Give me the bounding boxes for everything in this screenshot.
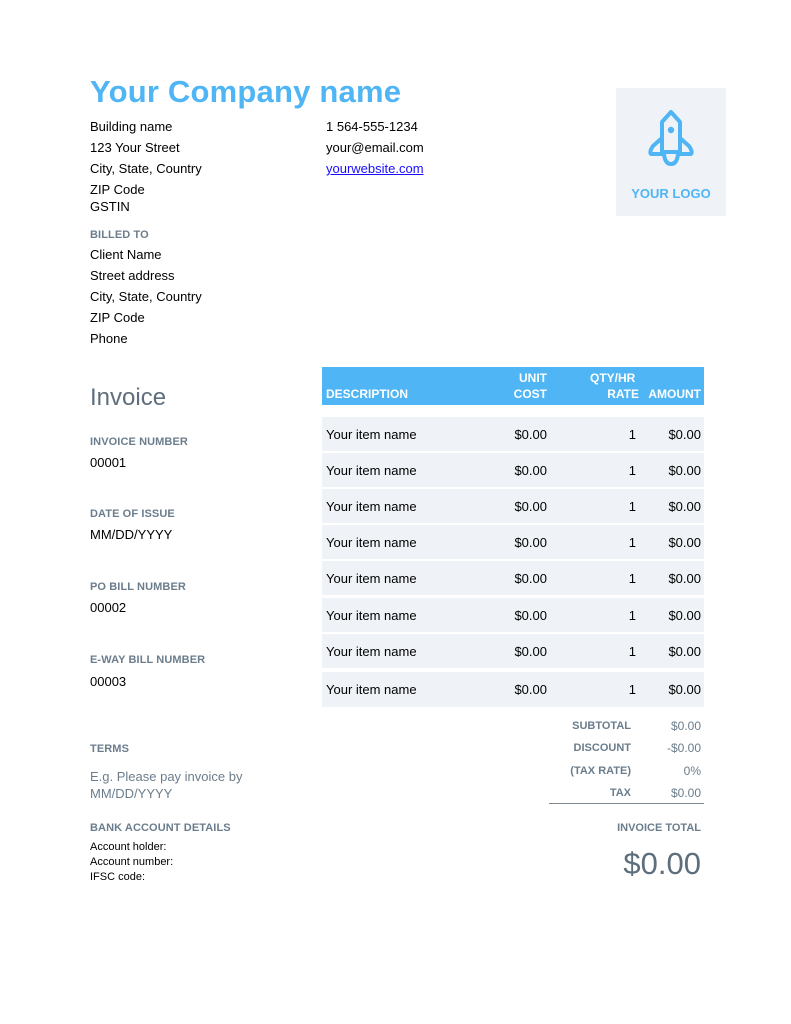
item-amount: $0.00	[668, 644, 701, 659]
invoice-number-value: 00001	[90, 455, 127, 470]
item-qty: 1	[628, 682, 636, 697]
item-description: Your item name	[326, 499, 417, 514]
company-phone: 1 564-555-1234	[326, 119, 418, 134]
billed-to-label: BILLED TO	[90, 229, 149, 241]
table-row	[322, 417, 704, 451]
logo-text: YOUR LOGO	[631, 186, 711, 201]
company-address-street: 123 Your Street	[90, 140, 180, 155]
items-table-header	[322, 367, 704, 405]
invoice-title: Invoice	[90, 384, 167, 411]
terms-text	[90, 768, 242, 802]
ifsc-code: IFSC code:	[90, 871, 146, 883]
client-city: City, State, Country	[90, 289, 202, 304]
company-email: your@email.com	[326, 140, 424, 155]
eway-bill-number-value: 00003	[90, 674, 127, 689]
item-amount: $0.00	[668, 427, 701, 442]
item-description: Your item name	[326, 682, 417, 697]
company-address-city: City, State, Country	[90, 161, 202, 176]
company-name: Your Company name	[90, 74, 402, 109]
header-unit-cost-line2: COST	[513, 387, 547, 401]
discount-value: -$0.00	[666, 741, 701, 755]
table-row	[322, 453, 704, 487]
account-holder: Account holder:	[90, 841, 167, 853]
client-street: Street address	[90, 268, 175, 283]
company-gstin: GSTIN	[90, 199, 130, 214]
item-qty: 1	[628, 644, 636, 659]
date-of-issue-label: DATE OF ISSUE	[90, 508, 175, 520]
header-unit-cost-line1: UNIT	[519, 371, 547, 385]
item-qty: 1	[628, 571, 636, 586]
item-description: Your item name	[326, 463, 417, 478]
item-unit-cost: $0.00	[514, 427, 547, 442]
item-qty: 1	[628, 535, 636, 550]
po-bill-number-label: PO BILL NUMBER	[90, 581, 186, 593]
item-unit-cost: $0.00	[514, 535, 547, 550]
table-row	[322, 672, 704, 707]
date-of-issue-value: MM/DD/YYYY	[90, 527, 173, 542]
item-description: Your item name	[326, 608, 417, 623]
tax-rate-label: (TAX RATE)	[570, 765, 631, 777]
item-description: Your item name	[326, 644, 417, 659]
table-row	[322, 525, 704, 559]
table-row	[322, 634, 704, 668]
bank-details-label: BANK ACCOUNT DETAILS	[90, 822, 231, 834]
item-description: Your item name	[326, 571, 417, 586]
summary-divider	[549, 803, 704, 804]
client-phone: Phone	[90, 331, 128, 346]
item-qty: 1	[628, 427, 636, 442]
bank-details	[90, 840, 173, 885]
item-amount: $0.00	[668, 608, 701, 623]
item-unit-cost: $0.00	[514, 463, 547, 478]
item-description: Your item name	[326, 427, 417, 442]
tax-rate-value: 0%	[683, 764, 701, 778]
rocket-icon	[643, 108, 699, 170]
item-amount: $0.00	[668, 682, 701, 697]
terms-line-2: MM/DD/YYYY	[90, 786, 173, 801]
po-bill-number-value: 00002	[90, 600, 127, 615]
item-qty: 1	[628, 499, 636, 514]
table-row	[322, 561, 704, 595]
tax-label: TAX	[609, 787, 631, 799]
header-qty-line2: RATE	[607, 387, 639, 401]
item-unit-cost: $0.00	[514, 682, 547, 697]
item-unit-cost: $0.00	[514, 608, 547, 623]
item-unit-cost: $0.00	[514, 644, 547, 659]
header-qty-line1: QTY/HR	[590, 371, 636, 385]
client-name: Client Name	[90, 247, 162, 262]
company-address-building: Building name	[90, 119, 173, 134]
item-amount: $0.00	[668, 463, 701, 478]
discount-label: DISCOUNT	[573, 742, 631, 754]
header-amount: AMOUNT	[648, 387, 701, 401]
item-amount: $0.00	[668, 571, 701, 586]
item-unit-cost: $0.00	[514, 571, 547, 586]
table-row	[322, 489, 704, 523]
invoice-total-label: INVOICE TOTAL	[617, 822, 701, 834]
item-amount: $0.00	[668, 499, 701, 514]
item-description: Your item name	[326, 535, 417, 550]
item-qty: 1	[628, 463, 636, 478]
company-website-link[interactable]: yourwebsite.com	[326, 161, 424, 176]
subtotal-value: $0.00	[670, 719, 701, 733]
company-address-zip: ZIP Code	[90, 182, 145, 197]
item-unit-cost: $0.00	[514, 499, 547, 514]
logo-placeholder	[616, 88, 726, 216]
header-description: DESCRIPTION	[326, 387, 409, 401]
terms-label: TERMS	[90, 743, 129, 755]
item-qty: 1	[628, 608, 636, 623]
client-zip: ZIP Code	[90, 310, 145, 325]
subtotal-label: SUBTOTAL	[572, 720, 631, 732]
invoice-total-value: $0.00	[623, 846, 701, 881]
item-amount: $0.00	[668, 535, 701, 550]
terms-line-1: E.g. Please pay invoice by	[90, 769, 243, 784]
invoice-number-label: INVOICE NUMBER	[90, 436, 188, 448]
tax-value: $0.00	[670, 786, 701, 800]
table-row	[322, 598, 704, 632]
eway-bill-number-label: E-WAY BILL NUMBER	[90, 654, 206, 666]
account-number: Account number:	[90, 856, 174, 868]
